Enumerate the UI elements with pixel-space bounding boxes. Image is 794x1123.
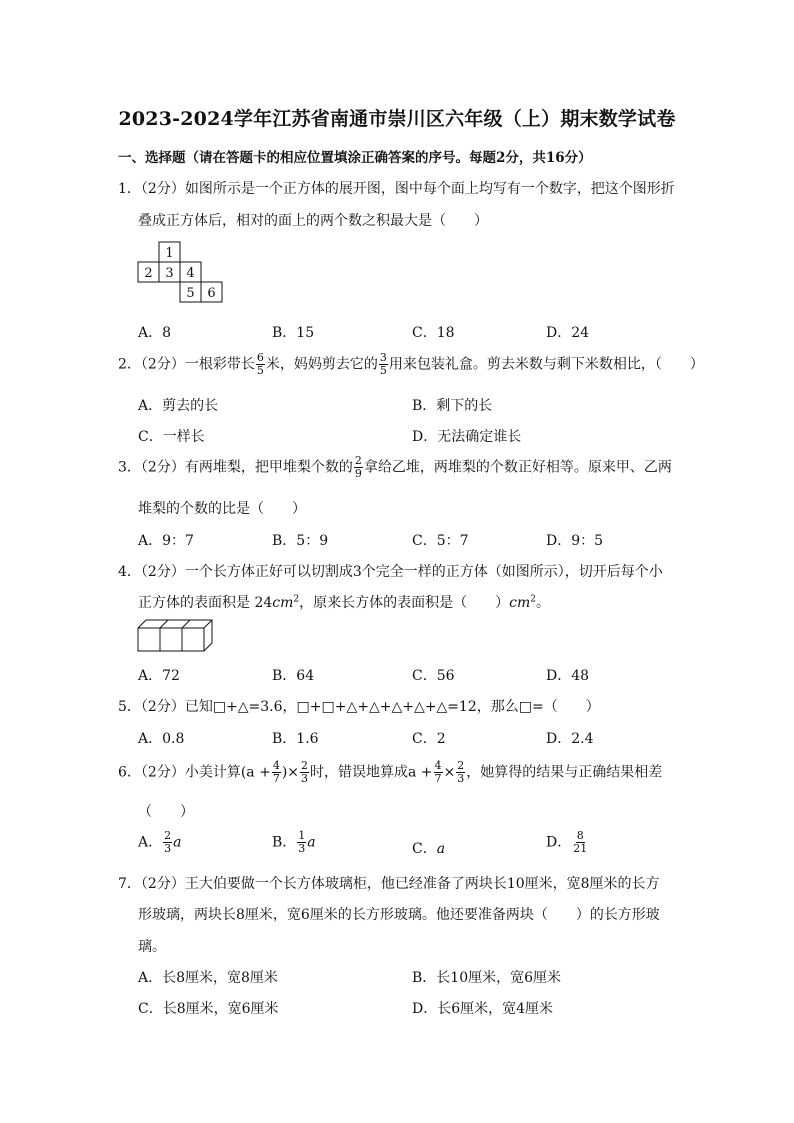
q1-text-line2: 叠成正方体后，相对的面上的两个数之积最大是（ ） xyxy=(138,213,488,229)
net-face-3: 3 xyxy=(165,266,174,281)
q2-option-d[interactable]: D．无法确定谁长 xyxy=(412,429,522,445)
q3-option-d[interactable]: D．9：5 xyxy=(546,533,604,549)
q2-option-a[interactable]: A．剪去的长 xyxy=(138,398,219,414)
q6-text-line1: 6．（2分）小美计算(a + $\frac{4}{7}$ )× $\frac{2}{3}$ 时，错误地算成a + $\frac{4}{7}$ × $\frac{2}{3}$ ，她算得的结果与正确结果相差 xyxy=(118,759,663,785)
fraction: $\frac{2}{9}$ xyxy=(354,454,362,480)
q4-option-a[interactable]: A．72 xyxy=(138,668,180,684)
q3-option-b[interactable]: B．5：9 xyxy=(272,533,329,549)
q1-option-a[interactable]: A．8 xyxy=(138,325,172,341)
q5-text: 5．（2分）已知□+△=3.6，□+□+△+△+△+△+△=12，那么□=（ ） xyxy=(118,699,600,715)
q6-option-a[interactable]: A． $\frac{2}{3}$ a xyxy=(138,829,182,855)
q1-option-d[interactable]: D．24 xyxy=(546,325,590,341)
q7-text-line3: 璃。 xyxy=(138,939,166,955)
fraction: $\frac{2}{3}$ xyxy=(301,759,309,785)
q7-option-c[interactable]: C．长8厘米，宽6厘米 xyxy=(138,1001,279,1017)
q1-text-line1: 1．（2分）如图所示是一个正方体的展开图，图中每个面上均写有一个数字，把这个图形折 xyxy=(118,181,675,197)
q6-option-d[interactable]: D． $\frac{8}{21}$ xyxy=(546,829,588,855)
q4-text-line2: 正方体的表面积是 $24cm^2$，原来长方体的表面积是（ ）$cm^2$。 xyxy=(138,594,550,611)
net-face-2: 2 xyxy=(144,266,153,281)
q7-option-b[interactable]: B．长10厘米，宽6厘米 xyxy=(412,970,562,986)
q5-option-a[interactable]: A．0.8 xyxy=(138,731,185,747)
fraction: $\frac{3}{5}$ xyxy=(379,351,387,377)
q5-option-d[interactable]: D．2.4 xyxy=(546,731,594,747)
q4-option-b[interactable]: B．64 xyxy=(272,668,315,684)
net-face-5: 5 xyxy=(186,286,195,301)
q4-option-c[interactable]: C．56 xyxy=(412,668,455,684)
q4-text-line1: 4．（2分）一个长方体正好可以切割成3个完全一样的正方体（如图所示），切开后每个小 xyxy=(118,564,663,580)
q5-option-b[interactable]: B．1.6 xyxy=(272,731,319,747)
q5-option-c[interactable]: C．2 xyxy=(412,731,446,747)
fraction: $\frac{4}{7}$ xyxy=(272,759,280,785)
q7-option-d[interactable]: D．长6厘米，宽4厘米 xyxy=(412,1001,554,1017)
section-heading: 一、选择题（请在答题卡的相应位置填涂正确答案的序号。每题2分，共16分） xyxy=(118,150,592,166)
q4-option-d[interactable]: D．48 xyxy=(546,668,590,684)
fraction: $\frac{2}{3}$ xyxy=(457,759,465,785)
q7-option-a[interactable]: A．长8厘米，宽8厘米 xyxy=(138,970,278,986)
q3-text-line1: 3．（2分）有两堆梨，把甲堆梨个数的 $\frac{2}{9}$ 拿给乙堆，两堆梨的个数正好相等。原来甲、乙两 xyxy=(118,454,672,480)
cube-net-figure xyxy=(137,241,223,305)
net-face-6: 6 xyxy=(207,286,216,301)
fraction: $\frac{4}{7}$ xyxy=(434,759,442,785)
cuboid-figure xyxy=(137,619,215,653)
q1-option-c[interactable]: C．18 xyxy=(412,325,455,341)
q2-text: 2．（2分）一根彩带长 $\frac{6}{5}$ 米，妈妈剪去它的 $\frac{3}{5}$ 用来包装礼盒。剪去米数与剩下米数相比，（ ） xyxy=(118,351,704,377)
q6-option-b[interactable]: B． $\frac{1}{3}$ a xyxy=(272,829,316,855)
net-face-4: 4 xyxy=(186,266,195,281)
q3-option-a[interactable]: A．9：7 xyxy=(138,533,194,549)
page-title: 2023-2024学年江苏省南通市崇川区六年级（上）期末数学试卷 xyxy=(118,108,676,130)
q6-text-line2: （ ） xyxy=(138,804,194,820)
q3-option-c[interactable]: C．5：7 xyxy=(412,533,469,549)
q2-option-b[interactable]: B．剩下的长 xyxy=(412,398,493,414)
q7-text-line2: 形玻璃，两块长8厘米，宽6厘米的长方形玻璃。他还要准备两块（ ）的长方形玻 xyxy=(138,907,660,923)
q2-option-c[interactable]: C．一样长 xyxy=(138,429,205,445)
q7-text-line1: 7．（2分）王大伯要做一个长方体玻璃柜，他已经准备了两块长10厘米，宽8厘米的长方 xyxy=(118,876,660,892)
q3-text-line2: 堆梨的个数的比是（ ） xyxy=(138,501,306,517)
q6-option-c[interactable]: C．a xyxy=(412,841,446,857)
net-face-1: 1 xyxy=(165,246,174,261)
q1-option-b[interactable]: B．15 xyxy=(272,325,315,341)
fraction: $\frac{6}{5}$ xyxy=(256,351,264,377)
